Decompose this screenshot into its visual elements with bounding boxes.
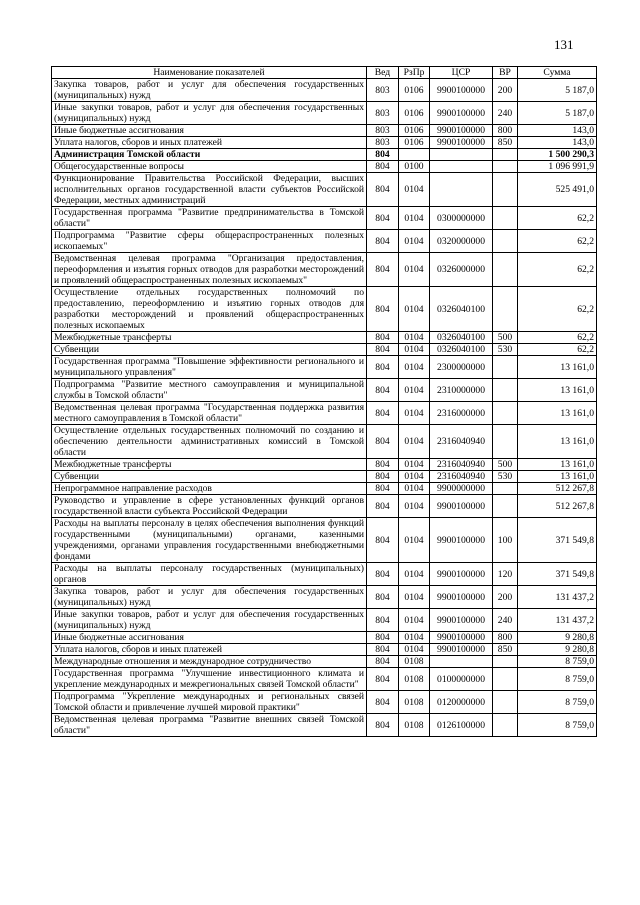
cell-rzpr: 0104 — [399, 644, 430, 656]
cell-csr: 9900100000 — [430, 125, 493, 137]
cell-vr: 850 — [493, 644, 518, 656]
cell-csr: 9900100000 — [430, 609, 493, 632]
cell-ved: 804 — [367, 379, 399, 402]
table-row — [52, 656, 597, 668]
cell-vr: 800 — [493, 125, 518, 137]
cell-name: Международные отношения и международное сотрудничество — [52, 656, 367, 668]
cell-vr: 120 — [493, 563, 518, 586]
cell-rzpr: 0104 — [399, 425, 430, 459]
table-row — [52, 253, 597, 287]
cell-ved: 804 — [367, 668, 399, 691]
col-header-csr: ЦСР — [430, 67, 493, 79]
table-row — [52, 207, 597, 230]
cell-rzpr: 0108 — [399, 714, 430, 737]
cell-ved: 804 — [367, 563, 399, 586]
table-row — [52, 586, 597, 609]
cell-rzpr: 0104 — [399, 518, 430, 563]
cell-name: Государственная программа "Повышение эффективности регионального и муниципального управления" — [52, 356, 367, 379]
col-header-sum: Сумма — [518, 67, 597, 79]
cell-csr: 0126100000 — [430, 714, 493, 737]
table-row — [52, 125, 597, 137]
table-row — [52, 356, 597, 379]
cell-sum: 13 161,0 — [518, 425, 597, 459]
cell-rzpr: 0104 — [399, 253, 430, 287]
cell-sum: 131 437,2 — [518, 586, 597, 609]
cell-csr: 9900100000 — [430, 137, 493, 149]
cell-vr — [493, 691, 518, 714]
cell-csr: 9900000000 — [430, 483, 493, 495]
cell-rzpr: 0104 — [399, 586, 430, 609]
table-row — [52, 102, 597, 125]
cell-rzpr: 0108 — [399, 691, 430, 714]
cell-vr — [493, 668, 518, 691]
cell-vr — [493, 253, 518, 287]
cell-csr: 2316040940 — [430, 471, 493, 483]
cell-sum: 13 161,0 — [518, 379, 597, 402]
cell-sum: 525 491,0 — [518, 173, 597, 207]
cell-name: Субвенции — [52, 471, 367, 483]
table-row — [52, 632, 597, 644]
cell-ved: 803 — [367, 79, 399, 102]
cell-name: Иные закупки товаров, работ и услуг для обеспечения государственных (муниципальных) нужд — [52, 609, 367, 632]
cell-name: Закупка товаров, работ и услуг для обеспечения государственных (муниципальных) нужд — [52, 79, 367, 102]
table-row — [52, 714, 597, 737]
cell-sum: 371 549,8 — [518, 518, 597, 563]
cell-rzpr: 0104 — [399, 459, 430, 471]
table-row — [52, 149, 597, 161]
cell-vr: 200 — [493, 79, 518, 102]
cell-csr: 9900100000 — [430, 644, 493, 656]
table-row — [52, 495, 597, 518]
cell-ved: 804 — [367, 471, 399, 483]
cell-ved: 804 — [367, 402, 399, 425]
cell-csr: 0120000000 — [430, 691, 493, 714]
cell-sum: 8 759,0 — [518, 714, 597, 737]
cell-vr — [493, 425, 518, 459]
cell-rzpr: 0106 — [399, 102, 430, 125]
cell-name: Иные бюджетные ассигнования — [52, 125, 367, 137]
cell-csr: 2310000000 — [430, 379, 493, 402]
cell-sum: 5 187,0 — [518, 102, 597, 125]
cell-rzpr: 0104 — [399, 563, 430, 586]
cell-rzpr: 0104 — [399, 332, 430, 344]
cell-sum: 8 759,0 — [518, 656, 597, 668]
cell-vr — [493, 287, 518, 332]
cell-ved: 803 — [367, 137, 399, 149]
cell-vr: 500 — [493, 332, 518, 344]
cell-ved: 804 — [367, 518, 399, 563]
cell-vr: 530 — [493, 471, 518, 483]
cell-vr — [493, 379, 518, 402]
cell-rzpr: 0104 — [399, 609, 430, 632]
budget-table — [51, 66, 597, 737]
cell-ved: 804 — [367, 495, 399, 518]
cell-ved: 804 — [367, 173, 399, 207]
cell-ved: 803 — [367, 125, 399, 137]
table-row — [52, 79, 597, 102]
page-number: 131 — [554, 37, 574, 52]
table-row — [52, 287, 597, 332]
table-row — [52, 161, 597, 173]
cell-rzpr: 0100 — [399, 161, 430, 173]
cell-sum: 1 096 991,9 — [518, 161, 597, 173]
table-row — [52, 173, 597, 207]
table-row — [52, 379, 597, 402]
cell-sum: 62,2 — [518, 332, 597, 344]
cell-rzpr: 0104 — [399, 173, 430, 207]
cell-name: Государственная программа "Развитие предпринимательства в Томской области" — [52, 207, 367, 230]
cell-name: Ведомственная целевая программа "Организация предоставления, переоформления и изъятия горных отводов для разработки месторождений и проявлений общераспространенных полезных ископаемых" — [52, 253, 367, 287]
cell-sum: 143,0 — [518, 125, 597, 137]
cell-rzpr: 0106 — [399, 79, 430, 102]
cell-csr — [430, 149, 493, 161]
cell-sum: 512 267,8 — [518, 483, 597, 495]
cell-sum: 143,0 — [518, 137, 597, 149]
cell-ved: 804 — [367, 609, 399, 632]
cell-name: Функционирование Правительства Российской Федерации, высших исполнительных органов государственной власти субъектов Российской Федерации, местных администраций — [52, 173, 367, 207]
cell-ved: 804 — [367, 425, 399, 459]
cell-csr: 0326040100 — [430, 332, 493, 344]
cell-csr: 0300000000 — [430, 207, 493, 230]
cell-ved: 804 — [367, 332, 399, 344]
cell-name: Иные бюджетные ассигнования — [52, 632, 367, 644]
cell-rzpr: 0104 — [399, 483, 430, 495]
cell-vr: 800 — [493, 632, 518, 644]
cell-vr: 200 — [493, 586, 518, 609]
cell-rzpr: 0106 — [399, 137, 430, 149]
cell-rzpr: 0106 — [399, 125, 430, 137]
cell-name: Иные закупки товаров, работ и услуг для обеспечения государственных (муниципальных) нужд — [52, 102, 367, 125]
table-row — [52, 483, 597, 495]
cell-csr: 2316000000 — [430, 402, 493, 425]
cell-vr — [493, 173, 518, 207]
cell-sum: 131 437,2 — [518, 609, 597, 632]
cell-name: Ведомственная целевая программа "Развитие внешних связей Томской области" — [52, 714, 367, 737]
cell-sum: 8 759,0 — [518, 668, 597, 691]
cell-sum: 9 280,8 — [518, 632, 597, 644]
col-header-rzpr: РзПр — [399, 67, 430, 79]
cell-name: Уплата налогов, сборов и иных платежей — [52, 644, 367, 656]
cell-ved: 803 — [367, 102, 399, 125]
cell-csr — [430, 656, 493, 668]
cell-csr: 0100000000 — [430, 668, 493, 691]
table-row — [52, 609, 597, 632]
cell-sum: 8 759,0 — [518, 691, 597, 714]
table-row — [52, 402, 597, 425]
cell-name: Ведомственная целевая программа "Государственная поддержка развития местного самоуправления в Томской области" — [52, 402, 367, 425]
cell-sum: 62,2 — [518, 253, 597, 287]
cell-vr: 100 — [493, 518, 518, 563]
cell-vr — [493, 402, 518, 425]
table-row — [52, 691, 597, 714]
cell-csr: 0326040100 — [430, 287, 493, 332]
cell-rzpr — [399, 149, 430, 161]
cell-vr: 240 — [493, 102, 518, 125]
cell-name: Осуществление отдельных государственных полномочий по предоставлению, переоформлению и изъятию горных отводов для разработки месторождений и проявлений общераспространенных полезных ископаемых — [52, 287, 367, 332]
cell-vr — [493, 714, 518, 737]
cell-rzpr: 0104 — [399, 287, 430, 332]
table-row — [52, 425, 597, 459]
cell-vr — [493, 483, 518, 495]
table-row — [52, 230, 597, 253]
cell-ved: 804 — [367, 691, 399, 714]
cell-rzpr: 0104 — [399, 207, 430, 230]
cell-csr: 0326040100 — [430, 344, 493, 356]
cell-rzpr: 0104 — [399, 356, 430, 379]
cell-name: Расходы на выплаты персоналу государственных (муниципальных) органов — [52, 563, 367, 586]
cell-rzpr: 0104 — [399, 344, 430, 356]
cell-name: Подпрограмма "Развитие сферы общераспространенных полезных ископаемых" — [52, 230, 367, 253]
table-row — [52, 332, 597, 344]
cell-ved: 804 — [367, 714, 399, 737]
table-row — [52, 518, 597, 563]
cell-csr: 9900100000 — [430, 495, 493, 518]
cell-rzpr: 0108 — [399, 668, 430, 691]
table-row — [52, 644, 597, 656]
table-row — [52, 344, 597, 356]
cell-sum: 62,2 — [518, 344, 597, 356]
cell-name: Руководство и управление в сфере установленных функций органов государственной власти субъекта Российской Федерации — [52, 495, 367, 518]
cell-ved: 804 — [367, 632, 399, 644]
cell-sum: 9 280,8 — [518, 644, 597, 656]
cell-csr: 9900100000 — [430, 102, 493, 125]
cell-csr: 2316040940 — [430, 425, 493, 459]
table-row — [52, 563, 597, 586]
cell-rzpr: 0104 — [399, 402, 430, 425]
cell-vr: 240 — [493, 609, 518, 632]
cell-sum: 5 187,0 — [518, 79, 597, 102]
cell-ved: 804 — [367, 586, 399, 609]
cell-csr: 0326000000 — [430, 253, 493, 287]
cell-name: Закупка товаров, работ и услуг для обеспечения государственных (муниципальных) нужд — [52, 586, 367, 609]
cell-vr — [493, 656, 518, 668]
table-row — [52, 137, 597, 149]
cell-vr: 850 — [493, 137, 518, 149]
cell-csr: 9900100000 — [430, 518, 493, 563]
cell-rzpr: 0104 — [399, 379, 430, 402]
table-header-row — [52, 67, 597, 79]
cell-csr — [430, 161, 493, 173]
cell-name: Расходы на выплаты персоналу в целях обеспечения выполнения функций государственными (муниципальными) органами, казенными учреждениями, органами управления государственными внебюджетными фондами — [52, 518, 367, 563]
cell-sum: 13 161,0 — [518, 356, 597, 379]
cell-sum: 62,2 — [518, 287, 597, 332]
cell-csr: 9900100000 — [430, 632, 493, 644]
cell-name: Осуществление отдельных государственных полномочий по созданию и обеспечению деятельности административных комиссий в Томской области — [52, 425, 367, 459]
cell-csr: 0320000000 — [430, 230, 493, 253]
cell-name: Государственная программа "Улучшение инвестиционного климата и укрепление международных и межрегиональных связей Томской области" — [52, 668, 367, 691]
cell-vr: 500 — [493, 459, 518, 471]
cell-csr: 2316040940 — [430, 459, 493, 471]
cell-sum: 13 161,0 — [518, 402, 597, 425]
cell-ved: 804 — [367, 644, 399, 656]
cell-ved: 804 — [367, 287, 399, 332]
cell-ved: 804 — [367, 161, 399, 173]
cell-csr: 9900100000 — [430, 586, 493, 609]
cell-vr — [493, 230, 518, 253]
cell-ved: 804 — [367, 149, 399, 161]
cell-name: Подпрограмма "Укрепление международных и региональных связей Томской области и привлечение лучшей мировой практики" — [52, 691, 367, 714]
cell-name: Подпрограмма "Развитие местного самоуправления и муниципальной службы в Томской области" — [52, 379, 367, 402]
cell-ved: 804 — [367, 344, 399, 356]
table-row — [52, 668, 597, 691]
cell-ved: 804 — [367, 483, 399, 495]
col-header-vr: ВР — [493, 67, 518, 79]
cell-sum: 62,2 — [518, 207, 597, 230]
table-row — [52, 459, 597, 471]
cell-sum: 371 549,8 — [518, 563, 597, 586]
cell-name: Межбюджетные трансферты — [52, 332, 367, 344]
cell-name: Непрограммное направление расходов — [52, 483, 367, 495]
cell-ved: 804 — [367, 356, 399, 379]
cell-vr — [493, 495, 518, 518]
cell-ved: 804 — [367, 459, 399, 471]
cell-sum: 62,2 — [518, 230, 597, 253]
cell-vr — [493, 161, 518, 173]
cell-ved: 804 — [367, 656, 399, 668]
cell-name: Администрация Томской области — [52, 149, 367, 161]
cell-csr: 2300000000 — [430, 356, 493, 379]
cell-ved: 804 — [367, 230, 399, 253]
cell-vr: 530 — [493, 344, 518, 356]
cell-rzpr: 0104 — [399, 230, 430, 253]
cell-csr — [430, 173, 493, 207]
cell-name: Субвенции — [52, 344, 367, 356]
col-header-ved: Вед — [367, 67, 399, 79]
cell-csr: 9900100000 — [430, 79, 493, 102]
cell-sum: 13 161,0 — [518, 471, 597, 483]
cell-sum: 1 500 290,3 — [518, 149, 597, 161]
cell-vr — [493, 356, 518, 379]
table-row — [52, 471, 597, 483]
cell-rzpr: 0104 — [399, 495, 430, 518]
cell-csr: 9900100000 — [430, 563, 493, 586]
cell-vr — [493, 207, 518, 230]
cell-ved: 804 — [367, 207, 399, 230]
cell-ved: 804 — [367, 253, 399, 287]
cell-name: Общегосударственные вопросы — [52, 161, 367, 173]
cell-name: Межбюджетные трансферты — [52, 459, 367, 471]
cell-vr — [493, 149, 518, 161]
cell-rzpr: 0104 — [399, 471, 430, 483]
cell-sum: 512 267,8 — [518, 495, 597, 518]
col-header-name: Наименование показателей — [52, 67, 367, 79]
table-body — [52, 79, 597, 737]
cell-rzpr: 0104 — [399, 632, 430, 644]
cell-sum: 13 161,0 — [518, 459, 597, 471]
cell-name: Уплата налогов, сборов и иных платежей — [52, 137, 367, 149]
cell-rzpr: 0108 — [399, 656, 430, 668]
